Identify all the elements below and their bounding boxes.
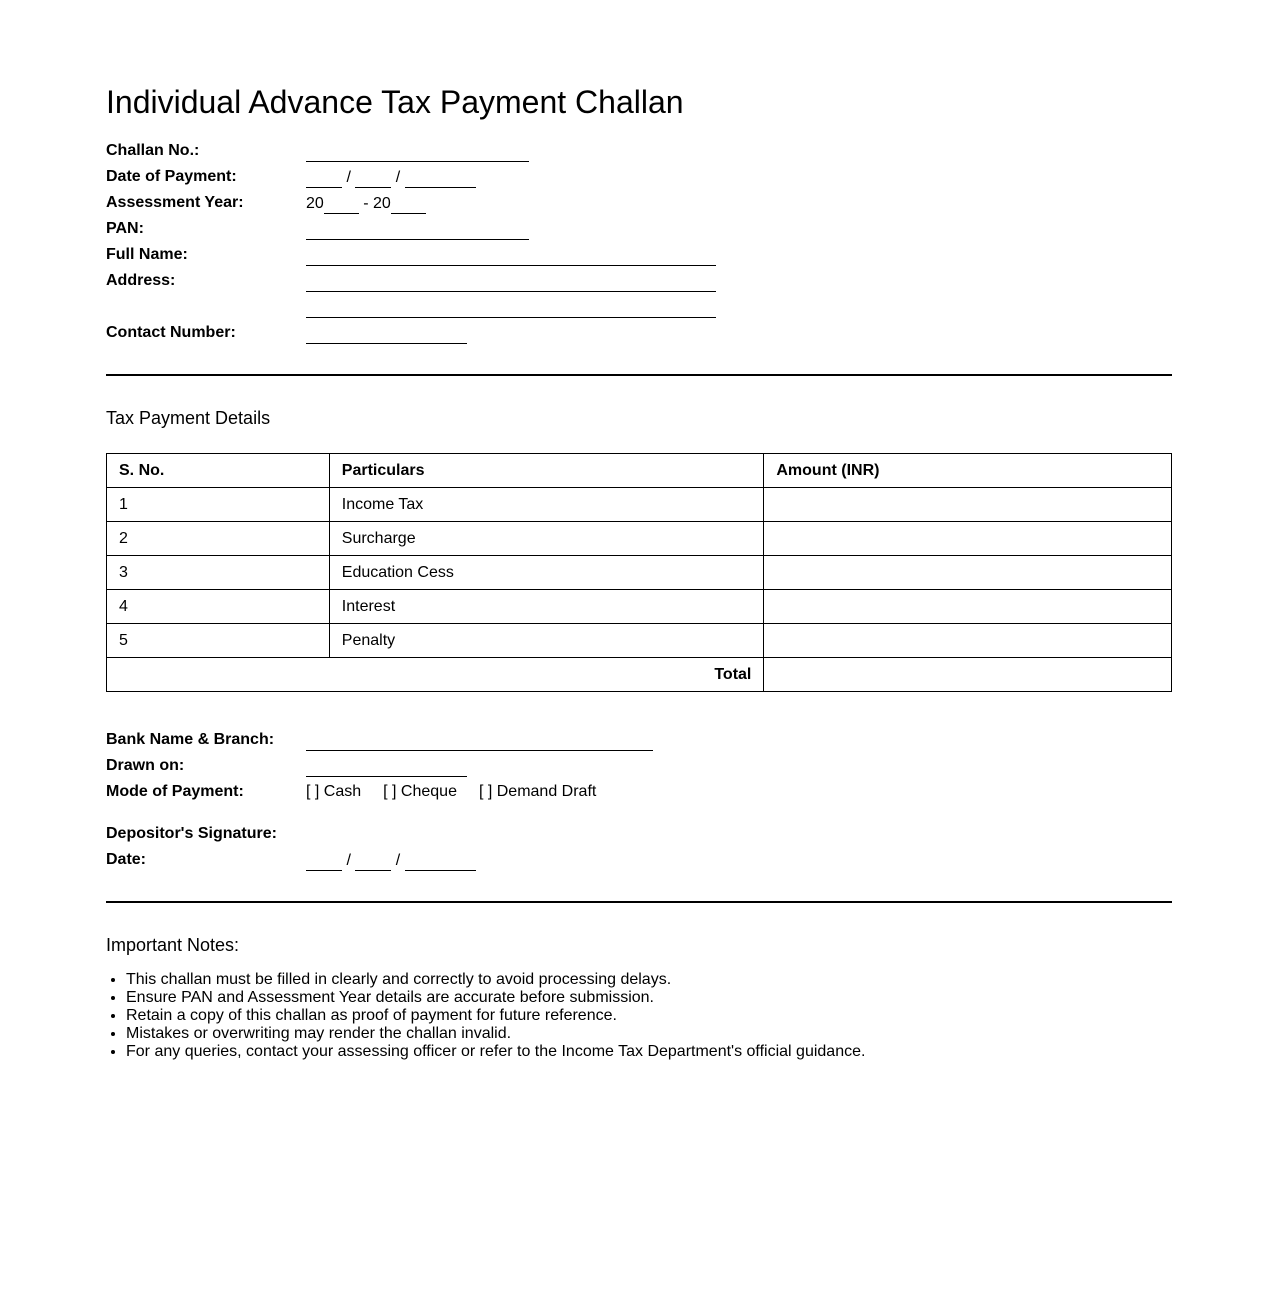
deposit-day-field[interactable]: [306, 850, 342, 871]
mode-cash-checkbox[interactable]: [ ] Cash: [306, 783, 362, 800]
date-separator: /: [342, 169, 356, 186]
row-particular: Interest: [329, 590, 764, 624]
signature-row: [106, 824, 1172, 850]
table-total-row: [107, 658, 1172, 692]
challan-no-row: [106, 141, 1172, 167]
row-amount-cell[interactable]: [764, 488, 1172, 522]
date-separator: /: [391, 852, 405, 869]
pan-row: [106, 219, 1172, 245]
mode-demand-draft-checkbox[interactable]: [ ] Demand Draft: [478, 783, 597, 800]
address-label: Address:: [106, 272, 176, 289]
full-name-field[interactable]: [306, 245, 716, 266]
table-row: [107, 590, 1172, 624]
column-header-amount: Amount (INR): [764, 454, 1172, 488]
payment-year-field[interactable]: [405, 167, 476, 188]
date-separator: /: [342, 852, 356, 869]
total-label: Total: [107, 658, 764, 692]
payment-day-field[interactable]: [306, 167, 342, 188]
ay-start-field[interactable]: [324, 193, 359, 214]
row-particular: Education Cess: [329, 556, 764, 590]
tax-details-title: Tax Payment Details: [106, 408, 271, 428]
address-line-2-field[interactable]: [306, 297, 716, 318]
deposit-month-field[interactable]: [355, 850, 391, 871]
row-sno: 2: [107, 522, 330, 556]
notes-title: Important Notes:: [106, 935, 240, 955]
address-line-2-row: [106, 297, 1172, 323]
row-amount-cell[interactable]: [764, 556, 1172, 590]
total-amount-cell[interactable]: [764, 658, 1172, 692]
mode-cheque-checkbox[interactable]: [ ] Cheque: [383, 783, 457, 800]
tax-payment-table: [106, 453, 1172, 692]
row-sno: 3: [107, 556, 330, 590]
list-item: • This challan must be filled in clearly and correctly to avoid processing delays.: [126, 971, 1172, 989]
contact-number-label: Contact Number:: [106, 324, 236, 341]
full-name-row: [106, 245, 1172, 271]
list-item: • Ensure PAN and Assessment Year details are accurate before submission.: [126, 989, 1172, 1007]
bank-name-label: Bank Name & Branch:: [106, 731, 275, 748]
row-sno: 4: [107, 590, 330, 624]
list-item: • Mistakes or overwriting may render the challan invalid.: [126, 1025, 1172, 1043]
contact-number-field[interactable]: [306, 323, 467, 344]
section-divider: [106, 374, 1172, 376]
payment-month-field[interactable]: [355, 167, 391, 188]
list-item: • For any queries, contact your assessing officer or refer to the Income Tax Department's official guidance.: [126, 1043, 1172, 1061]
list-item: • Retain a copy of this challan as proof of payment for future reference.: [126, 1007, 1172, 1025]
row-amount-cell[interactable]: [764, 522, 1172, 556]
ay-end-field[interactable]: [391, 193, 426, 214]
row-sno: 1: [107, 488, 330, 522]
signature-label: Depositor's Signature:: [106, 825, 277, 842]
row-amount-cell[interactable]: [764, 590, 1172, 624]
row-amount-cell[interactable]: [764, 624, 1172, 658]
row-particular: Surcharge: [329, 522, 764, 556]
deposit-date-row: [106, 850, 1172, 876]
drawn-on-field[interactable]: [306, 756, 467, 777]
address-row: [106, 271, 1172, 297]
full-name-label: Full Name:: [106, 246, 188, 263]
assessment-year-label: Assessment Year:: [106, 194, 244, 211]
row-sno: 5: [107, 624, 330, 658]
address-line-1-field[interactable]: [306, 271, 716, 292]
pan-field[interactable]: [306, 219, 529, 240]
date-of-payment-row: [106, 167, 1172, 193]
date-separator: /: [391, 169, 405, 186]
page-title: Individual Advance Tax Payment Challan: [106, 84, 684, 120]
bank-name-field[interactable]: [306, 730, 653, 751]
deposit-year-field[interactable]: [405, 850, 476, 871]
challan-no-label: Challan No.:: [106, 142, 200, 159]
date-of-payment-label: Date of Payment:: [106, 168, 237, 185]
notes-list: [106, 971, 1172, 1061]
column-header-sno: S. No.: [107, 454, 330, 488]
table-row: [107, 488, 1172, 522]
pan-label: PAN:: [106, 220, 144, 237]
drawn-on-label: Drawn on:: [106, 757, 185, 774]
deposit-date-label: Date:: [106, 851, 147, 868]
table-row: [107, 522, 1172, 556]
ay-separator: - 20: [358, 195, 391, 212]
table-header-row: [107, 454, 1172, 488]
challan-no-field[interactable]: [306, 141, 529, 162]
mode-of-payment-label: Mode of Payment:: [106, 783, 244, 800]
ay-prefix: 20: [306, 195, 324, 212]
assessment-year-row: [106, 193, 1172, 219]
bank-name-row: [106, 730, 1172, 756]
row-particular: Penalty: [329, 624, 764, 658]
section-divider: [106, 901, 1172, 903]
mode-of-payment-row: [106, 782, 1172, 808]
table-row: [107, 624, 1172, 658]
column-header-particulars: Particulars: [329, 454, 764, 488]
drawn-on-row: [106, 756, 1172, 782]
contact-number-row: [106, 323, 1172, 349]
table-row: [107, 556, 1172, 590]
row-particular: Income Tax: [329, 488, 764, 522]
